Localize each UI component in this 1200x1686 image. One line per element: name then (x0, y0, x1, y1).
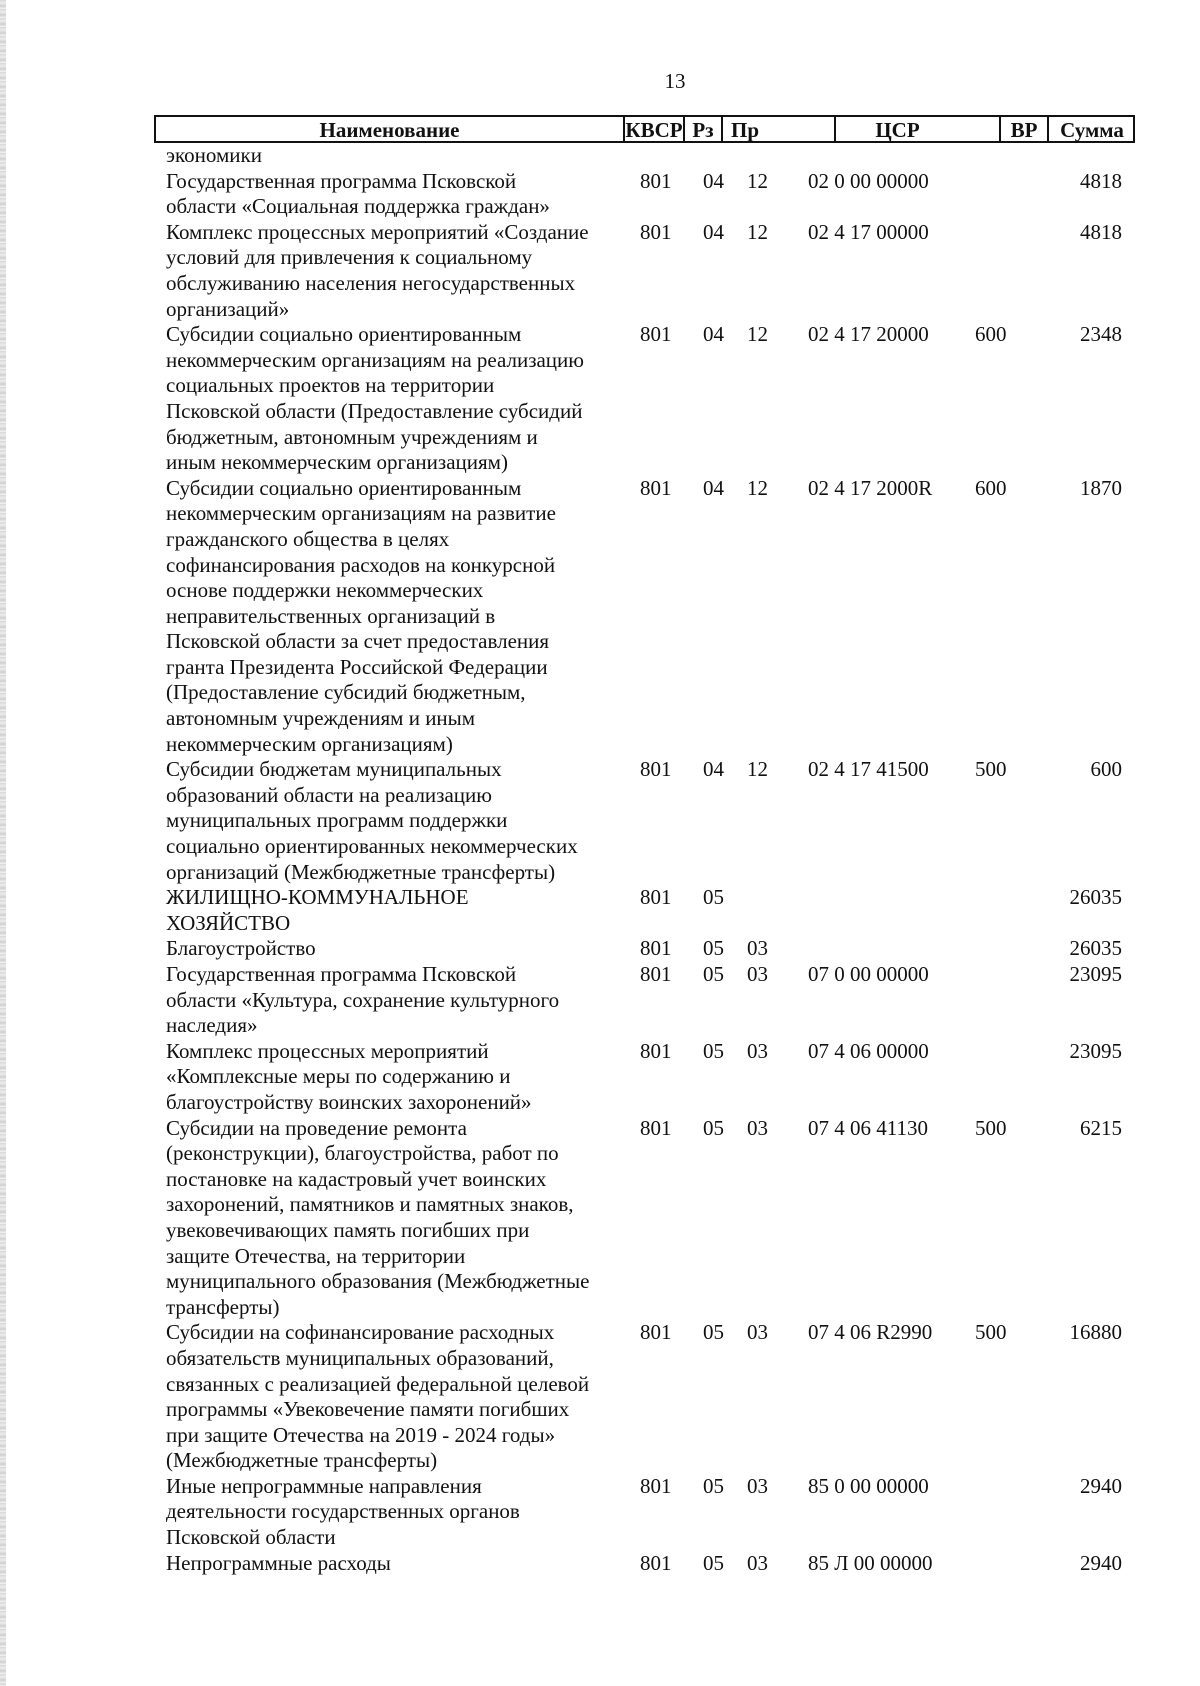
row-rz: 05 (703, 885, 724, 910)
row-vr: 500 (975, 1115, 1007, 1140)
row-name-line: муниципальных программ поддержки (166, 808, 508, 833)
row-csr: 02 4 17 41500 (808, 757, 929, 782)
row-rz: 04 (703, 219, 724, 244)
table-row (0, 1116, 1200, 1321)
row-kvsr: 801 (640, 1320, 672, 1345)
row-name-line: условий для привлечения к социальному (166, 245, 533, 270)
row-name-line: Псковской области (166, 1525, 336, 1550)
row-name-line: Государственная программа Псковской (166, 962, 517, 986)
row-name-line: экономики (166, 143, 262, 167)
row-name-line: иным некоммерческим организациям) (166, 450, 508, 475)
row-csr: 07 4 06 41130 (808, 1115, 928, 1140)
row-name (166, 757, 626, 885)
row-name-line: благоустройству воинских захоронений» (166, 1089, 532, 1114)
header-name: Наименование (156, 117, 625, 141)
row-name-line: Псковской области за счет предоставления (166, 629, 550, 654)
row-name-line: защите Отечества, на территории (166, 1243, 466, 1268)
row-name-line: Государственная программа Псковской (166, 168, 517, 193)
row-name-line: области «Социальная поддержка граждан» (166, 194, 550, 219)
row-pr: 12 (747, 168, 768, 193)
row-csr: 07 4 06 R2990 (808, 1320, 933, 1345)
row-pr: 03 (747, 962, 768, 986)
row-name-line: захоронений, памятников и памятных знаков, (166, 1192, 574, 1217)
row-kvsr: 801 (640, 962, 672, 986)
row-name-line: обязательств муниципальных образований, (166, 1345, 554, 1370)
row-name-line: гранта Президента Российской Федерации (166, 654, 548, 679)
row-kvsr: 801 (640, 936, 672, 961)
row-sum: 26035 (1069, 936, 1122, 961)
table-row (0, 476, 1200, 758)
row-name-line: некоммерческим организациям) (166, 731, 453, 756)
row-csr: 02 4 17 20000 (808, 322, 929, 347)
row-sum: 600 (1090, 757, 1122, 782)
row-rz: 04 (703, 475, 724, 500)
table-row (0, 962, 1200, 1039)
row-rz: 05 (703, 1320, 724, 1345)
row-name-line: Субсидии на проведение ремонта (166, 1115, 467, 1140)
row-name-line: области «Культура, сохранение культурного (166, 987, 560, 1012)
row-name-line: некоммерческим организациям на реализацию (166, 347, 584, 372)
row-rz: 05 (703, 936, 724, 961)
row-name-line: организаций (Межбюджетные трансферты) (166, 859, 556, 884)
row-sum: 2348 (1080, 322, 1122, 347)
row-name-line: социально ориентированных некоммерческих (166, 834, 578, 859)
row-rz: 04 (703, 168, 724, 193)
row-kvsr: 801 (640, 475, 672, 500)
table-row (0, 885, 1200, 936)
row-name-line: «Комплексные меры по содержанию и (166, 1064, 511, 1089)
row-name-line: образований области на реализацию (166, 782, 492, 807)
row-csr: 07 0 00 00000 (808, 962, 929, 986)
table-row (0, 143, 1200, 169)
row-vr: 500 (975, 757, 1007, 782)
table-row (0, 1551, 1200, 1577)
row-csr: 02 0 00 00000 (808, 168, 929, 193)
header-vr: ВР (1001, 117, 1049, 141)
row-name-line: деятельности государственных органов (166, 1499, 520, 1524)
row-name-line: Субсидии социально ориентированным (166, 322, 522, 347)
row-name-line: увековечивающих память погибших при (166, 1217, 530, 1242)
row-pr: 03 (747, 1473, 768, 1498)
row-name (166, 220, 626, 322)
table-row (0, 322, 1200, 476)
row-name (166, 322, 626, 476)
row-pr: 03 (747, 1320, 768, 1345)
row-pr: 12 (747, 475, 768, 500)
header-csr: ЦСР (836, 117, 1001, 141)
row-kvsr: 801 (640, 322, 672, 347)
header-pr: Пр (723, 117, 836, 141)
row-name-line: Комплекс процессных мероприятий (166, 1038, 489, 1063)
table-row (0, 220, 1200, 322)
row-name (166, 885, 626, 936)
row-csr: 02 4 17 00000 (808, 219, 929, 244)
row-name-line: муниципального образования (Межбюджетные (166, 1269, 590, 1294)
row-name-line: неправительственных организаций в (166, 603, 496, 628)
row-vr: 600 (975, 322, 1007, 347)
row-sum: 4818 (1080, 219, 1122, 244)
row-sum: 6215 (1080, 1115, 1122, 1140)
row-vr: 500 (975, 1320, 1007, 1345)
row-name-line: Иные непрограммные направления (166, 1473, 482, 1498)
row-kvsr: 801 (640, 1550, 672, 1575)
row-name (166, 169, 626, 220)
table-row (0, 169, 1200, 220)
row-name-line: Субсидии бюджетам муниципальных (166, 757, 502, 782)
row-name-line: ХОЗЯЙСТВО (166, 910, 291, 935)
row-pr: 12 (747, 219, 768, 244)
row-name-line: трансферты) (166, 1294, 280, 1319)
row-name-line: некоммерческим организациям на развитие (166, 501, 556, 526)
row-name-line: основе поддержки некоммерческих (166, 578, 484, 603)
row-name-line: Субсидии на софинансирование расходных (166, 1320, 555, 1345)
row-pr: 12 (747, 322, 768, 347)
row-kvsr: 801 (640, 757, 672, 782)
table-row (0, 1320, 1200, 1474)
table-row (0, 936, 1200, 962)
table-body (0, 143, 1200, 1576)
row-name (166, 143, 626, 169)
header-sum: Сумма (1060, 118, 1124, 142)
row-name (166, 1039, 626, 1116)
row-rz: 05 (703, 1115, 724, 1140)
row-name (166, 1320, 626, 1474)
table-row (0, 757, 1200, 885)
row-name-line: (Межбюджетные трансферты) (166, 1448, 438, 1473)
page-number: 13 (664, 69, 686, 93)
row-sum: 23095 (1069, 1038, 1122, 1063)
row-name-line: автономным учреждениям и иным (166, 706, 476, 731)
row-name-line: программы «Увековечение памяти погибших (166, 1397, 570, 1422)
row-name (166, 1116, 626, 1321)
row-sum: 16880 (1069, 1320, 1122, 1345)
row-rz: 05 (703, 1550, 724, 1575)
row-kvsr: 801 (640, 1473, 672, 1498)
row-name-line: при защите Отечества на 2019 - 2024 годы» (166, 1422, 556, 1447)
row-pr: 12 (747, 757, 768, 782)
row-name-line: (Предоставление субсидий бюджетным, (166, 680, 526, 705)
row-kvsr: 801 (640, 885, 672, 910)
row-sum: 1870 (1080, 475, 1122, 500)
row-rz: 04 (703, 322, 724, 347)
row-name (166, 1551, 626, 1577)
row-name-line: Благоустройство (166, 936, 316, 961)
row-rz: 05 (703, 962, 724, 986)
row-name-line: Комплекс процессных мероприятий «Создание (166, 219, 589, 244)
row-csr: 07 4 06 00000 (808, 1038, 929, 1063)
row-vr: 600 (975, 475, 1007, 500)
row-rz: 05 (703, 1038, 724, 1063)
row-rz: 04 (703, 757, 724, 782)
row-name-line: Непрограммные расходы (166, 1550, 391, 1575)
row-name-line: обслуживанию населения негосударственных (166, 270, 576, 295)
row-name-line: (реконструкции), благоустройства, работ по (166, 1141, 559, 1166)
row-csr: 85 Л 00 00000 (808, 1550, 933, 1575)
row-name (166, 962, 626, 1039)
row-pr: 03 (747, 1038, 768, 1063)
row-name-line: Псковской области (Предоставление субсидий (166, 398, 583, 423)
table-row (0, 1039, 1200, 1116)
row-sum: 4818 (1080, 168, 1122, 193)
row-name-line: бюджетным, автономным учреждениям и (166, 424, 538, 449)
row-name-line: социальных проектов на территории (166, 373, 495, 398)
table-row (0, 1474, 1200, 1551)
row-name-line: организаций» (166, 296, 290, 321)
row-name-line: Субсидии социально ориентированным (166, 475, 522, 500)
row-name (166, 1474, 626, 1551)
header-kvsr: КВСР (625, 117, 685, 141)
row-name (166, 936, 626, 962)
row-name-line: постановке на кадастровый учет воинских (166, 1166, 547, 1191)
row-sum: 2940 (1080, 1473, 1122, 1498)
row-pr: 03 (747, 1115, 768, 1140)
row-name-line: наследия» (166, 1013, 258, 1038)
row-pr: 03 (747, 936, 768, 961)
row-rz: 05 (703, 1473, 724, 1498)
row-kvsr: 801 (640, 1115, 672, 1140)
row-csr: 02 4 17 2000R (808, 475, 933, 500)
row-name-line: гражданского общества в целях (166, 526, 450, 551)
table-header (154, 115, 1135, 143)
row-name-line: софинансирования расходов на конкурсной (166, 552, 556, 577)
row-name-line: связанных с реализацией федеральной целевой (166, 1371, 590, 1396)
row-kvsr: 801 (640, 168, 672, 193)
row-sum: 2940 (1080, 1550, 1122, 1575)
row-csr: 85 0 00 00000 (808, 1473, 929, 1498)
header-rz: Рз (685, 117, 723, 141)
row-kvsr: 801 (640, 1038, 672, 1063)
row-name (166, 476, 626, 758)
row-pr: 03 (747, 1550, 768, 1575)
row-sum: 26035 (1069, 885, 1122, 910)
row-kvsr: 801 (640, 219, 672, 244)
row-name-line: ЖИЛИЩНО-КОММУНАЛЬНОЕ (166, 885, 469, 910)
row-sum: 23095 (1069, 962, 1122, 986)
